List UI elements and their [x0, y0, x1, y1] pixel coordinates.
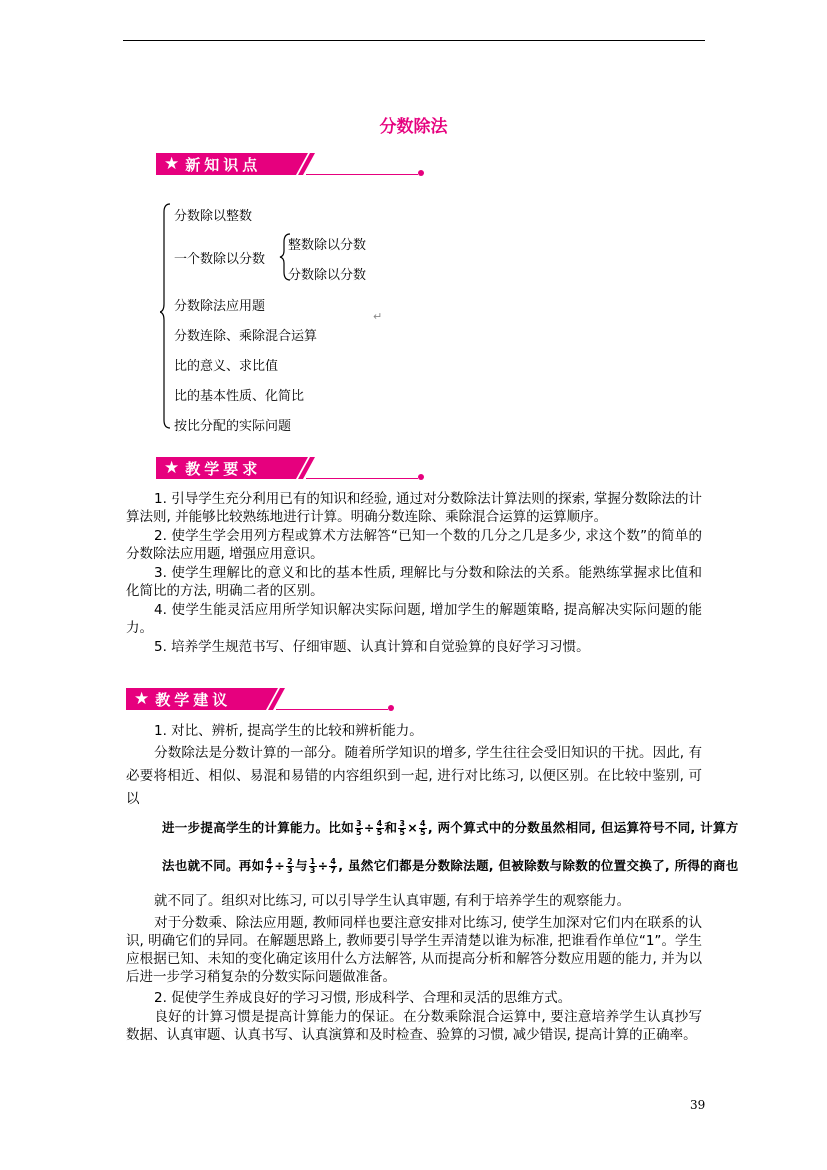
equation-line-1: 进一步提高学生的计算能力。比如 $\frac{3}{5}$ ÷ $\frac{4}{5}$ 和 $\frac{3}{5}$ × $\frac{4}{5}$ , 两个算式中的分数虽然相同, 但运算符号不同, 计算方 [162, 819, 739, 837]
requirement-item: 5. 培养学生规范书写、仔细审题、认真计算和自觉验算的良好学习习惯。 [154, 639, 590, 655]
suggestion-heading: 2. 促使学生养成良好的学习习惯, 形成科学、合理和灵活的思维方式。 [154, 990, 572, 1006]
banner-dot [418, 474, 424, 480]
tree-item: 比的意义、求比值 [174, 359, 279, 374]
header-rule [123, 40, 705, 41]
fraction: $\frac{4}{5}$ [376, 819, 383, 837]
star-icon: ★ [164, 457, 180, 478]
suggestion-paragraph: 良好的计算习惯是提高计算能力的保证。在分数乘除混合运算中, 要注意培养学生认真抄写数据、认真审题、认真书写、认真演算和及时检查、验算的习惯, 减少错误, 提高计算的正确率。 [126, 1009, 702, 1043]
fraction: $\frac{4}{7}$ [330, 857, 337, 875]
tree-item: 一个数除以分数 [174, 252, 266, 267]
fraction: $\frac{3}{5}$ [356, 819, 362, 837]
equation-line-2: 法也就不同。再如 $\frac{4}{7}$ ÷ $\frac{2}{3}$ 与 $\frac{1}{3}$ ÷ $\frac{4}{7}$ , 虽然它们都是分数除法题, 但被除数与除数的位置交换了, 所得的商也 [162, 857, 739, 875]
fraction: $\frac{4}{7}$ [266, 857, 273, 875]
tree-item: 分数除以整数 [174, 209, 253, 224]
banner-label: 新知识点 [185, 155, 262, 174]
banner-label: 教学建议 [155, 690, 232, 709]
page-title: 分数除法 [379, 117, 448, 137]
star-icon: ★ [164, 153, 180, 174]
tree-item: 分数连除、乘除混合运算 [174, 329, 318, 344]
fraction: $\frac{2}{3}$ [287, 857, 293, 875]
banner-dot [388, 705, 394, 711]
banner-new-knowledge [156, 153, 426, 177]
banner-dot [418, 170, 424, 176]
tree-item: 按比分配的实际问题 [174, 419, 292, 434]
tree-item: 比的基本性质、化简比 [174, 389, 305, 404]
fraction: $\frac{3}{5}$ [399, 819, 406, 837]
star-icon: ★ [134, 688, 150, 709]
return-mark: ↵ [373, 310, 383, 323]
fraction: $\frac{4}{5}$ [420, 819, 426, 837]
suggestion-paragraph: 对于分数乘、除法应用题, 教师同样也要注意安排对比练习, 使学生加深对它们内在联系的认识, 明确它们的异同。在解题思路上, 教师要引导学生弄清楚以谁为标准, 把谁看作单位“1”。学生应根据已知、未知的变化确定该用什么方法解答, 从而提高分析和解答分数应用题的能力, 并为以后进一步学习稍复杂的分数实际问题做准备。 [126, 915, 702, 985]
requirement-item: 3. 使学生理解比的意义和比的基本性质, 理解比与分数和除法的关系。能熟练掌握求比值和化简比的方法, 明确二者的区别。 [126, 565, 702, 599]
page-number: 39 [690, 1098, 706, 1112]
fraction: $\frac{1}{3}$ [309, 857, 316, 875]
requirement-item: 1. 引导学生充分利用已有的知识和经验, 通过对分数除法计算法则的探索, 掌握分数除法的计算法则, 并能够比较熟练地进行计算。明确分数连除、乘除混合运算的运算顺序。 [126, 491, 702, 525]
banner-suggestions [126, 688, 396, 712]
tree-subitem: 整数除以分数 [288, 238, 367, 253]
suggestion-paragraph: 分数除法是分数计算的一部分。随着所学知识的增多, 学生往往会受旧知识的干扰。因此, 有必要将相近、相似、易混和易错的内容组织到一起, 进行对比练习, 以便区别。在比较中鉴别, 可以 [126, 745, 702, 807]
banner-label: 教学要求 [185, 459, 262, 478]
suggestion-heading: 1. 对比、辨析, 提高学生的比较和辨析能力。 [154, 723, 423, 739]
banner-requirements [156, 457, 426, 481]
requirement-item: 2. 使学生学会用列方程或算术方法解答“已知一个数的几分之几是多少, 求这个数”的简单的分数除法应用题, 增强应用意识。 [126, 528, 702, 562]
tree-item: 分数除法应用题 [174, 299, 266, 314]
requirement-item: 4. 使学生能灵活应用所学知识解决实际问题, 增加学生的解题策略, 提高解决实际问题的能力。 [126, 602, 702, 636]
tree-subitem: 分数除以分数 [288, 268, 367, 283]
suggestion-paragraph: 就不同了。组织对比练习, 可以引导学生认真审题, 有利于培养学生的观察能力。 [154, 893, 631, 909]
